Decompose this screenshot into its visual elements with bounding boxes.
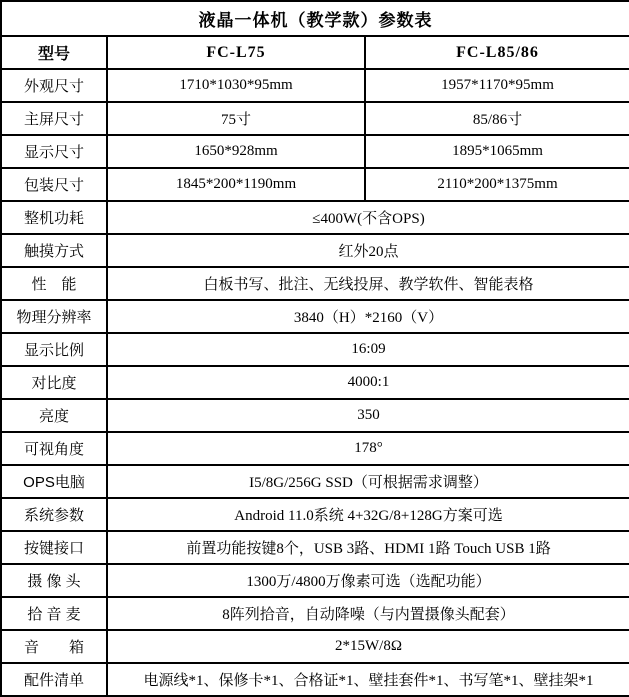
- spec-label: 性 能: [1, 267, 107, 300]
- spec-label: 主屏尺寸: [1, 102, 107, 135]
- table-row: [1, 597, 629, 630]
- spec-value-col2: 1895*1065mm: [365, 135, 629, 168]
- spec-value: I5/8G/256G SSD（可根据需求调整）: [107, 465, 629, 498]
- spec-value-col2: 2110*200*1375mm: [365, 168, 629, 201]
- header-model-2: FC-L85/86: [365, 36, 629, 69]
- table-row: [1, 201, 629, 234]
- table-row: [1, 663, 629, 696]
- spec-label: 系统参数: [1, 498, 107, 531]
- spec-label: 物理分辨率: [1, 300, 107, 333]
- spec-label: 拾 音 麦: [1, 597, 107, 630]
- table-row: [1, 102, 629, 135]
- table-row: [1, 366, 629, 399]
- table-row: [1, 300, 629, 333]
- spec-value-col1: 1845*200*1190mm: [107, 168, 365, 201]
- spec-value: 白板书写、批注、无线投屏、教学软件、智能表格: [107, 267, 629, 300]
- spec-value: 8阵列拾音，自动降噪（与内置摄像头配套）: [107, 597, 629, 630]
- table-row: [1, 498, 629, 531]
- spec-label: 亮度: [1, 399, 107, 432]
- table-row: [1, 630, 629, 663]
- spec-label: 显示尺寸: [1, 135, 107, 168]
- page-title: 液晶一体机（教学款）参数表: [1, 1, 629, 36]
- spec-value: 350: [107, 399, 629, 432]
- table-row: [1, 399, 629, 432]
- spec-value: 178°: [107, 432, 629, 465]
- spec-value: 16:09: [107, 333, 629, 366]
- spec-value-col1: 1710*1030*95mm: [107, 69, 365, 102]
- spec-label: 外观尺寸: [1, 69, 107, 102]
- table-row: [1, 333, 629, 366]
- spec-value: Android 11.0系统 4+32G/8+128G方案可选: [107, 498, 629, 531]
- spec-label: 整机功耗: [1, 201, 107, 234]
- table-row: [1, 267, 629, 300]
- spec-label: OPS电脑: [1, 465, 107, 498]
- table-header-row: [1, 36, 629, 69]
- header-model-1: FC-L75: [107, 36, 365, 69]
- table-row: [1, 432, 629, 465]
- spec-label: 配件清单: [1, 663, 107, 696]
- table-row: [1, 168, 629, 201]
- table-row: [1, 69, 629, 102]
- spec-value: 4000:1: [107, 366, 629, 399]
- table-row: [1, 531, 629, 564]
- spec-label: 可视角度: [1, 432, 107, 465]
- spec-label: 按键接口: [1, 531, 107, 564]
- spec-value: 红外20点: [107, 234, 629, 267]
- spec-value-col2: 1957*1170*95mm: [365, 69, 629, 102]
- spec-value: 前置功能按键8个，USB 3路、HDMI 1路 Touch USB 1路: [107, 531, 629, 564]
- title-row: [1, 1, 629, 36]
- spec-label: 显示比例: [1, 333, 107, 366]
- spec-value-col1: 1650*928mm: [107, 135, 365, 168]
- header-model-label: 型号: [1, 36, 107, 69]
- spec-value: ≤400W(不含OPS): [107, 201, 629, 234]
- table-row: [1, 135, 629, 168]
- spec-value: 3840（H）*2160（V）: [107, 300, 629, 333]
- spec-label: 摄 像 头: [1, 564, 107, 597]
- spec-label: 触摸方式: [1, 234, 107, 267]
- spec-value: 电源线*1、保修卡*1、合格证*1、壁挂套件*1、书写笔*1、壁挂架*1: [107, 663, 629, 696]
- spec-value: 1300万/4800万像素可选（选配功能）: [107, 564, 629, 597]
- spec-value-col1: 75寸: [107, 102, 365, 135]
- table-row: [1, 564, 629, 597]
- table-row: [1, 234, 629, 267]
- table-row: [1, 465, 629, 498]
- spec-label: 音 箱: [1, 630, 107, 663]
- spec-value: 2*15W/8Ω: [107, 630, 629, 663]
- spec-label: 对比度: [1, 366, 107, 399]
- spec-value-col2: 85/86寸: [365, 102, 629, 135]
- spec-label: 包装尺寸: [1, 168, 107, 201]
